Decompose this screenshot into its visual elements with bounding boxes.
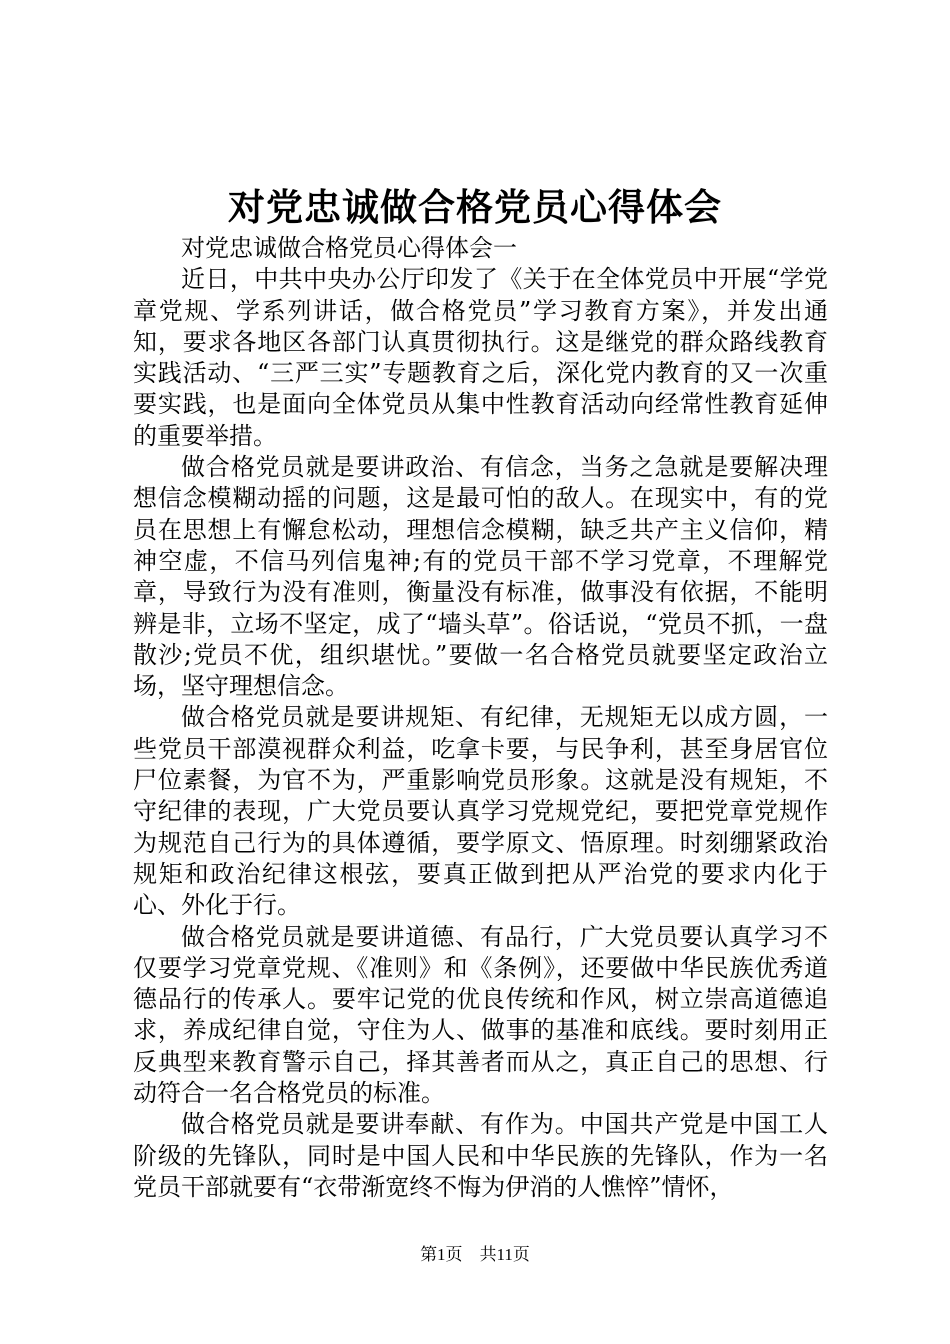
paragraph: 做合格党员就是要讲奉献、有作为。中国共产党是中国工人阶级的先锋队，同时是中国人民和中华民族的先锋队，作为一名党员干部就要有“衣带渐宽终不悔为伊消的人憔悴”情怀，	[133, 1110, 828, 1201]
paragraph: 近日，中共中央办公厅印发了《关于在全体党员中开展“学党章党规、学系列讲话，做合格党员”学习教育方案》，并发出通知，要求各地区各部门认真贯彻执行。这是继党的群众路线教育实践活动、“三严三实”专题教育之后，深化党内教育的又一次重要实践，也是面向全体党员从集中性教育活动向经常性教育延伸的重要举措。	[133, 265, 828, 450]
paragraph-subtitle: 对党忠诚做合格党员心得体会一	[181, 234, 517, 262]
page-number: 第1页	[420, 1245, 463, 1264]
paragraph: 做合格党员就是要讲规矩、有纪律，无规矩无以成方圆，一些党员干部漠视群众利益，吃拿卡要，与民争利，甚至身居官位尸位素餐，为官不为，严重影响党员形象。这就是没有规矩，不守纪律的表现，广大党员要认真学习党规党纪，要把党章党规作为规范自己行为的具体遵循，要学原文、悟原理。时刻绷紧政治规矩和政治纪律这根弦，要真正做到把从严治党的要求内化于心、外化于行。	[133, 703, 828, 920]
page-footer	[0, 1243, 950, 1267]
paragraph: 做合格党员就是要讲道德、有品行，广大党员要认真学习不仅要学习党章党规、《准则》和《条例》，还要做中华民族优秀道德品行的传承人。要牢记党的优良传统和作风，树立崇高道德追求，养成纪律自觉，守住为人、做事的基准和底线。要时刻用正反典型来教育警示自己，择其善者而从之，真正自己的思想、行动符合一名合格党员的标准。	[133, 922, 828, 1108]
footer-spacer	[467, 1245, 476, 1264]
page-total: 共11页	[479, 1245, 530, 1264]
document-title: 对党忠诚做合格党员心得体会	[228, 186, 722, 229]
document-body	[133, 233, 828, 1203]
paragraph: 做合格党员就是要讲政治、有信念，当务之急就是要解决理想信念模糊动摇的问题，这是最可怕的敌人。在现实中，有的党员在思想上有懈怠松动，理想信念模糊，缺乏共产主义信仰，精神空虚，不信马列信鬼神;有的党员干部不学习党章，不理解党章，导致行为没有准则，衡量没有标准，做事没有依据，不能明辨是非，立场不坚定，成了“墙头草”。俗话说，“党员不抓，一盘散沙;党员不优，组织堪忧。”要做一名合格党员就要坚定政治立场，坚守理想信念。	[133, 453, 828, 701]
